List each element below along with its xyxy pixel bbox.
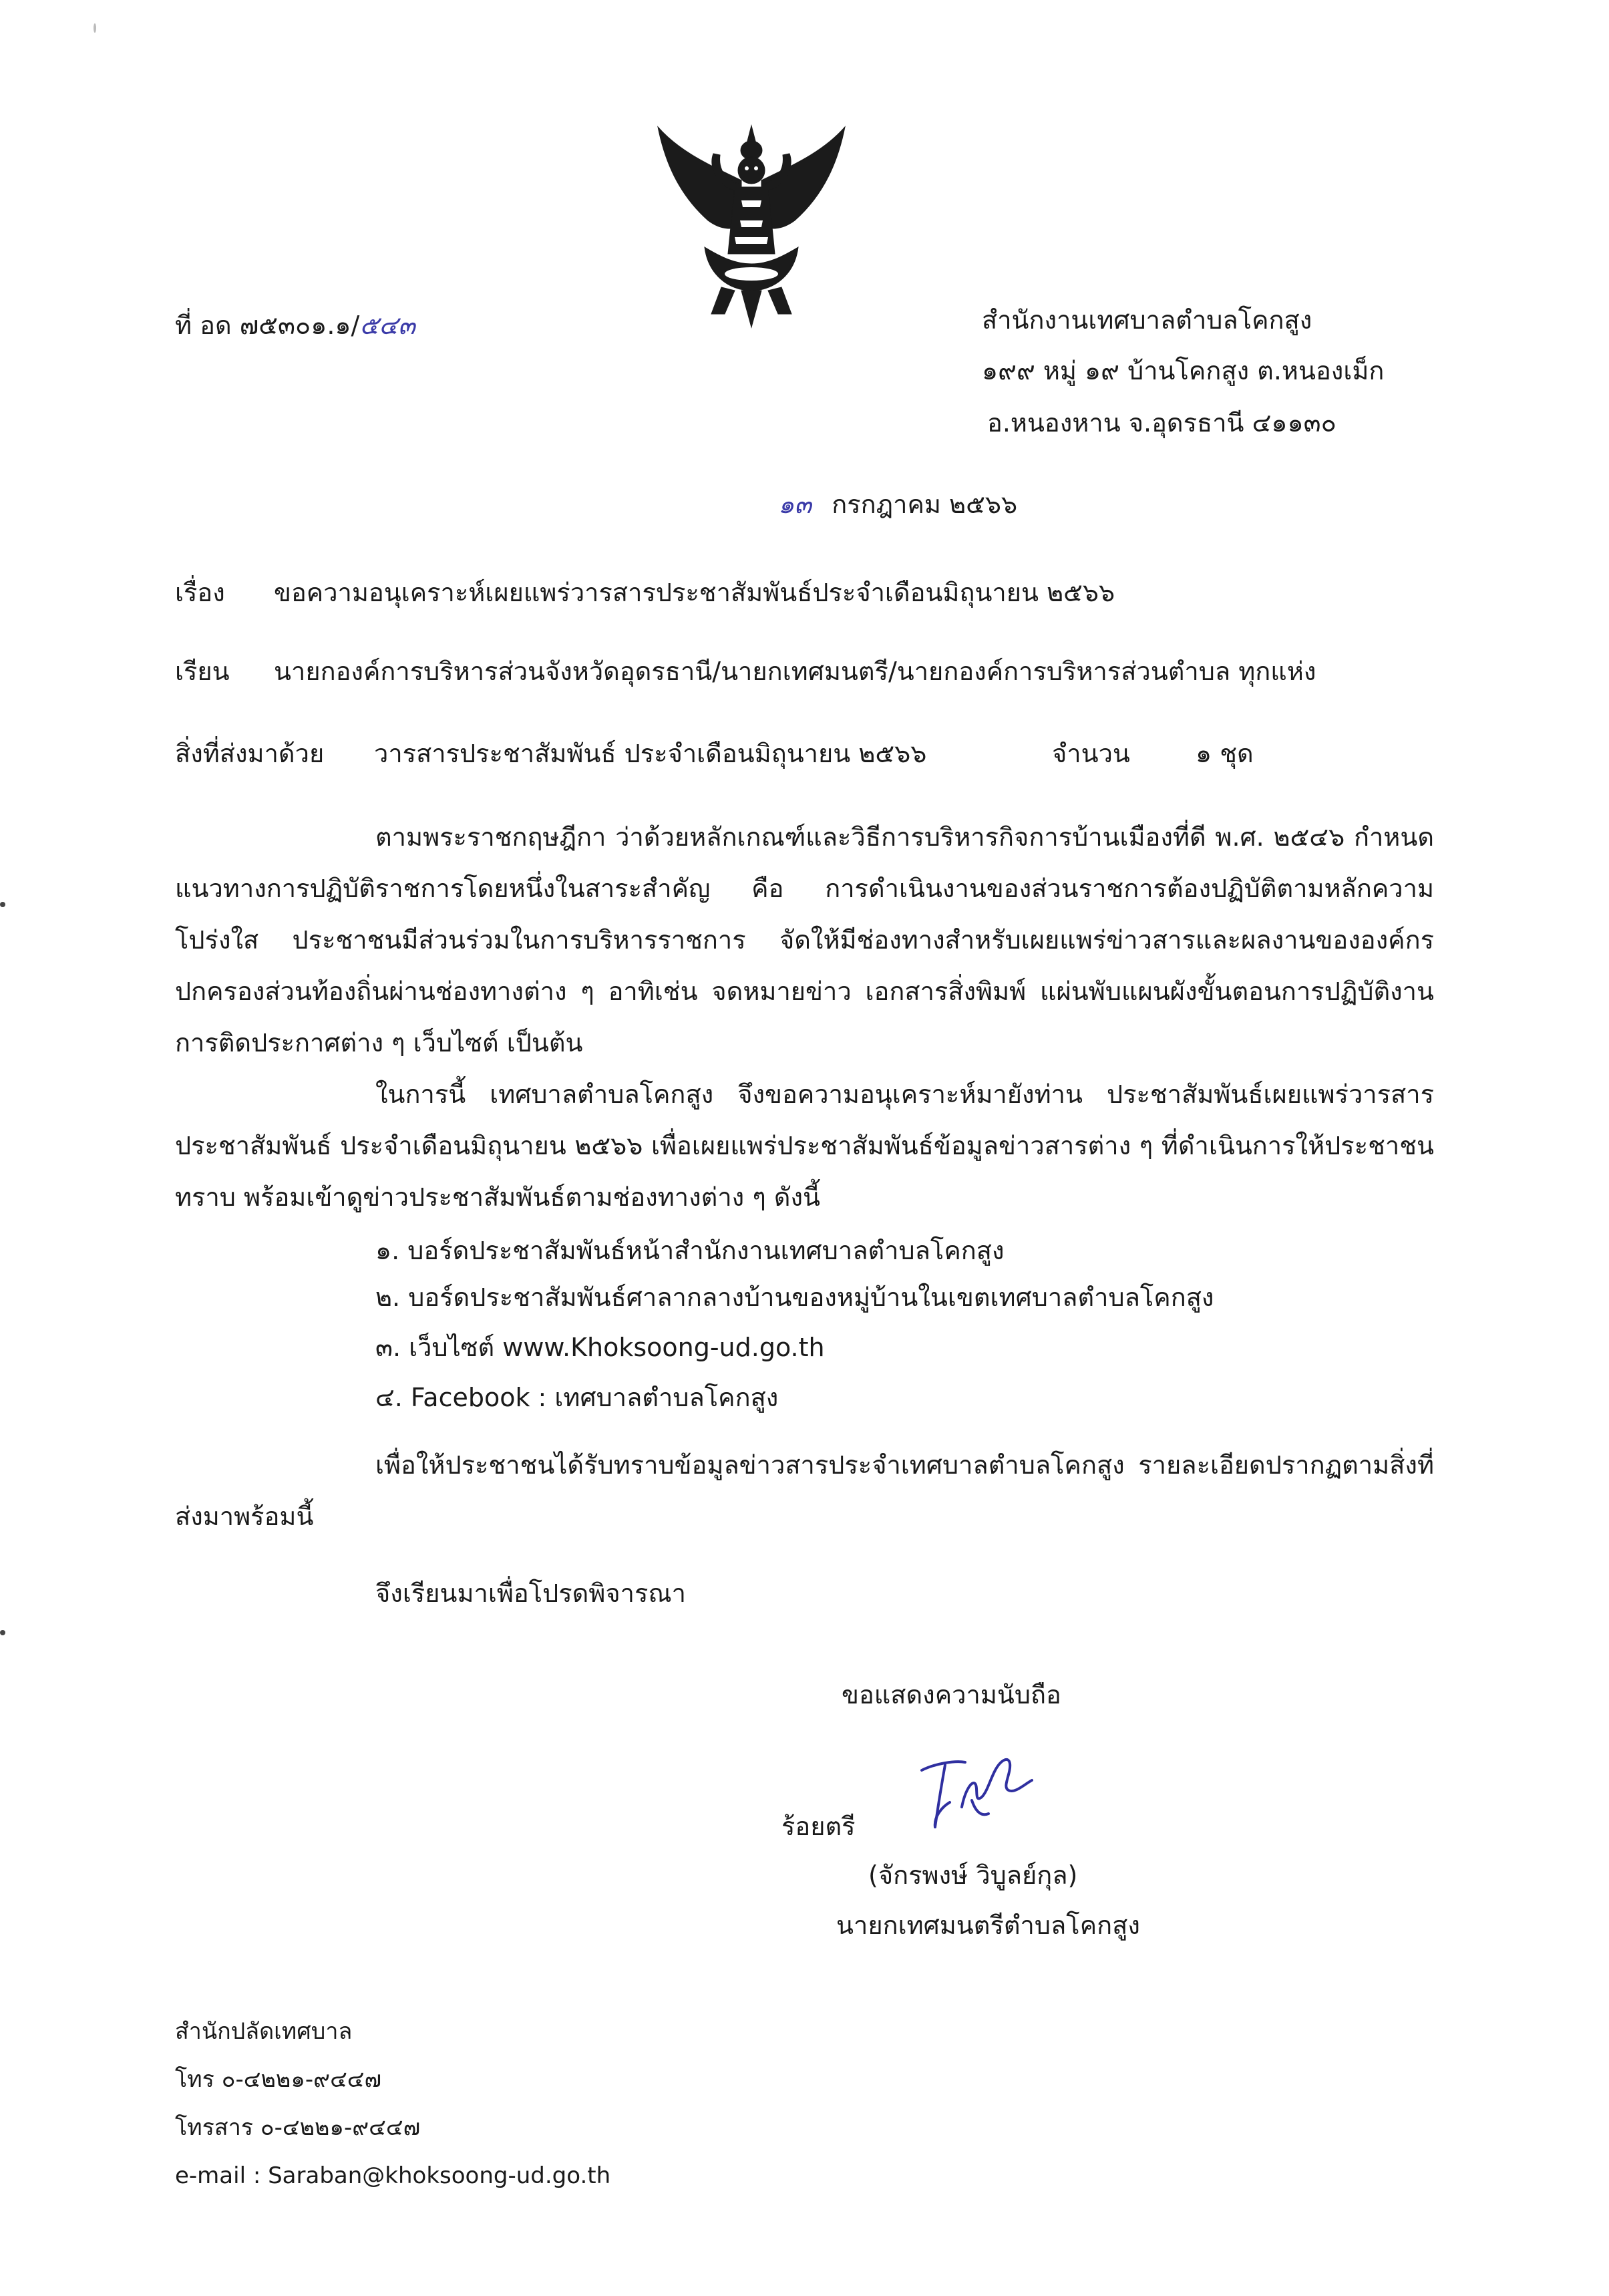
document-number-prefix: ที่ อด ๗๕๓๐๑.๑/ [175,311,360,340]
signatory-name: (จักรพงษ์ วิบูลย์กุล) [868,1860,1078,1890]
enclosure-text: วารสารประชาสัมพันธ์ ประจำเดือนมิถุนายน ๒๕๖๖ [374,739,927,768]
enclosure-quantity-label: จำนวน [1052,739,1130,768]
closing-request: จึงเรียนมาเพื่อโปรดพิจารณา [375,1579,686,1608]
document-number-handwritten: ๕๔๓ [359,311,415,340]
signature-closing: ขอแสดงความนับถือ [842,1680,1061,1709]
date-day-handwritten: ๑๓ [778,490,812,519]
footer-fax: โทรสาร ๐-๔๒๒๑-๙๔๔๗ [175,2114,421,2141]
channel-item: ๑. บอร์ดประชาสัมพันธ์หน้าสำนักงานเทศบาลตำบลโคกสูง [375,1236,1005,1265]
body-paragraph-2: ในการนี้ เทศบาลตำบลโคกสูง จึงขอความอนุเคราะห์มายังท่าน ประชาสัมพันธ์เผยแพร่วารสารประชาสัมพันธ์ ประจำเดือนมิถุนายน ๒๕๖๖ เพื่อเผยแพร่ประชาสัมพันธ์ข้อมูลข่าวสารต่าง ๆ ที่ดำเนินการให้ประชาชนทราบ พร้อมเข้าดูข่าวประชาสัมพันธ์ตามช่องทางต่าง ๆ ดังนี้ [175,1080,1434,1212]
document-number [175,311,415,341]
body-paragraph-3: เพื่อให้ประชาชนได้รับทราบข้อมูลข่าวสารประจำเทศบาลตำบลโคกสูง รายละเอียดปรากฏตามสิ่งที่ส่งมาพร้อมนี้ [175,1450,1434,1531]
scan-speck [94,23,96,33]
subject-label: เรื่อง [175,578,225,607]
recipient-label: เรียน [175,657,230,686]
scan-speck [0,1630,5,1635]
recipient-text: นายกองค์การบริหารส่วนจังหวัดอุดรธานี/นายกเทศมนตรี/นายกองค์การบริหารส่วนตำบล ทุกแห่ง [274,657,1316,686]
channel-item-facebook: ๔. Facebook : เทศบาลตำบลโคกสูง [375,1383,779,1412]
office-address-line2: อ.หนองหาน จ.อุดรธานี ๔๑๑๓๐ [987,408,1336,438]
footer-phone: โทร ๐-๔๒๒๑-๙๔๔๗ [175,2066,382,2093]
channel-item-website: ๓. เว็บไซต์ www.Khoksoong-ud.go.th [375,1333,825,1362]
garuda-emblem-icon [641,114,862,334]
enclosure-label: สิ่งที่ส่งมาด้วย [175,739,325,768]
date-month-year: กรกฎาคม ๒๕๖๖ [832,490,1018,519]
office-address-line1: ๑๙๙ หมู่ ๑๙ บ้านโคกสูง ต.หนองเม็ก [982,356,1385,385]
footer-contact [175,2007,610,2200]
footer-department: สำนักปลัดเทศบาล [175,2018,353,2045]
subject-text: ขอความอนุเคราะห์เผยแพร่วารสารประชาสัมพันธ์ประจำเดือนมิถุนายน ๒๕๖๖ [274,578,1115,607]
scan-speck [0,902,5,907]
body-paragraph-1: ตามพระราชกฤษฎีกา ว่าด้วยหลักเกณฑ์และวิธีการบริหารกิจการบ้านเมืองที่ดี พ.ศ. ๒๕๔๖ กำหนดแนวทางการปฏิบัติราชการโดยหนึ่งในสาระสำคัญ คือ การดำเนินงานของส่วนราชการต้องปฏิบัติตามหลักความโปร่งใส ประชาชนมีส่วนร่วมในการบริหารราชการ จัดให้มีช่องทางสำหรับเผยแพร่ข่าวสารและผลงานขององค์กรปกครองส่วนท้องถิ่นผ่านช่องทางต่าง ๆ อาทิเช่น จดหมายข่าว เอกสารสิ่งพิมพ์ แผ่นพับแผนผังขั้นตอนการปฏิบัติงาน การติดประกาศต่าง ๆ เว็บไซต์ เป็นต้น [175,822,1434,1057]
office-name: สำนักงานเทศบาลตำบลโคกสูง [982,305,1312,335]
footer-email: e-mail : Saraban@khoksoong-ud.go.th [175,2162,611,2189]
enclosure-quantity-value: ๑ ชุด [1196,739,1254,768]
signature-rank: ร้อยตรี [781,1812,856,1841]
channel-item: ๒. บอร์ดประชาสัมพันธ์ศาลากลางบ้านของหมู่บ้านในเขตเทศบาลตำบลโคกสูง [375,1283,1214,1312]
document-date [778,490,1017,520]
handwritten-signature [908,1744,1042,1837]
signatory-position: นายกเทศมนตรีตำบลโคกสูง [836,1911,1140,1940]
